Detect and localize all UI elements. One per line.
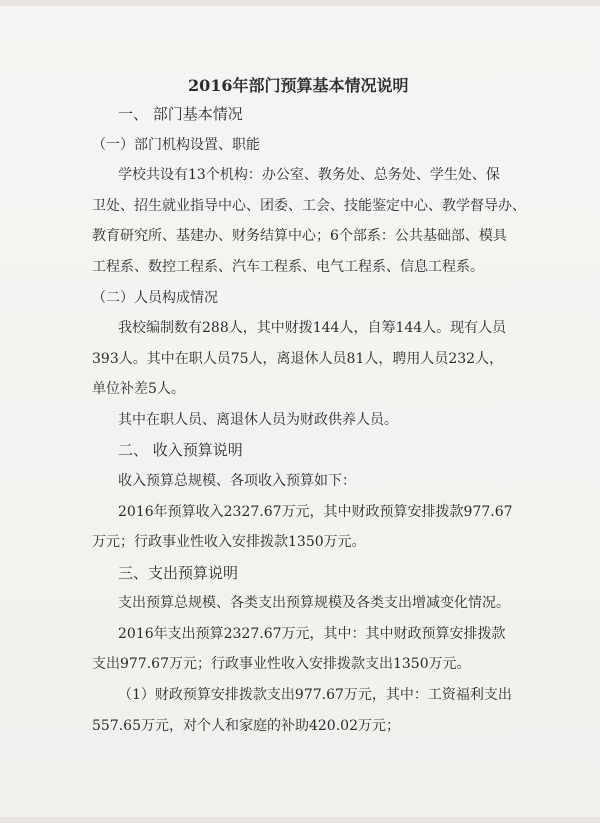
paragraph-line: 卫处、招生就业指导中心、团委、工会、技能鉴定中心、教学督导办、 xyxy=(92,198,526,214)
paragraph-line: 学校共设有13个机构：办公室、教务处、总务处、学生处、保 xyxy=(118,167,500,183)
section-1-heading: 一、 部门基本情况 xyxy=(118,105,243,123)
paragraph-line: 支出预算总规模、各类支出预算规模及各类支出增减变化情况。 xyxy=(118,595,510,611)
section-2-heading: 二、 收入预算说明 xyxy=(118,441,243,459)
paragraph-line: （1）财政预算安排拨款支出977.67万元，其中：工资福利支出 xyxy=(118,687,512,703)
scan-bottom-edge xyxy=(0,817,600,823)
subsection-1-2-heading: （二）人员构成情况 xyxy=(92,290,218,306)
paragraph-line: 393人。其中在职人员75人，离退休人员81人，聘用人员232人， xyxy=(92,351,504,367)
paragraph-line: 2016年支出预算2327.67万元，其中：其中财政预算安排拨款 xyxy=(118,626,506,642)
paragraph-line: 2016年预算收入2327.67万元，其中财政预算安排拨款977.67 xyxy=(118,504,513,520)
paragraph-line: 教育研究所、基建办、财务结算中心；6个部系：公共基础部、模具 xyxy=(92,228,507,244)
subsection-1-1-heading: （一）部门机构设置、职能 xyxy=(92,137,260,153)
section-3-heading: 三、支出预算说明 xyxy=(118,564,239,582)
paragraph-line: 支出977.67万元；行政事业性收入安排拨款支出1350万元。 xyxy=(92,656,471,672)
paragraph-line: 万元；行政事业性收入安排拨款1350万元。 xyxy=(92,534,366,550)
document-title: 2016年部门预算基本情况说明 xyxy=(188,76,409,95)
paragraph-line: 其中在职人员、离退休人员为财政供养人员。 xyxy=(118,412,398,428)
paragraph-line: 我校编制数有288人，其中财拨144人，自筹144人。现有人员 xyxy=(118,320,507,336)
paragraph-line: 557.65万元，对个人和家庭的补助420.02万元； xyxy=(92,718,400,734)
scan-top-edge xyxy=(0,0,600,6)
paragraph-line: 收入预算总规模、各项收入预算如下： xyxy=(118,473,356,489)
paragraph-line: 单位补差5人。 xyxy=(92,381,185,397)
paragraph-line: 工程系、数控工程系、汽车工程系、电气工程系、信息工程系。 xyxy=(92,259,484,275)
